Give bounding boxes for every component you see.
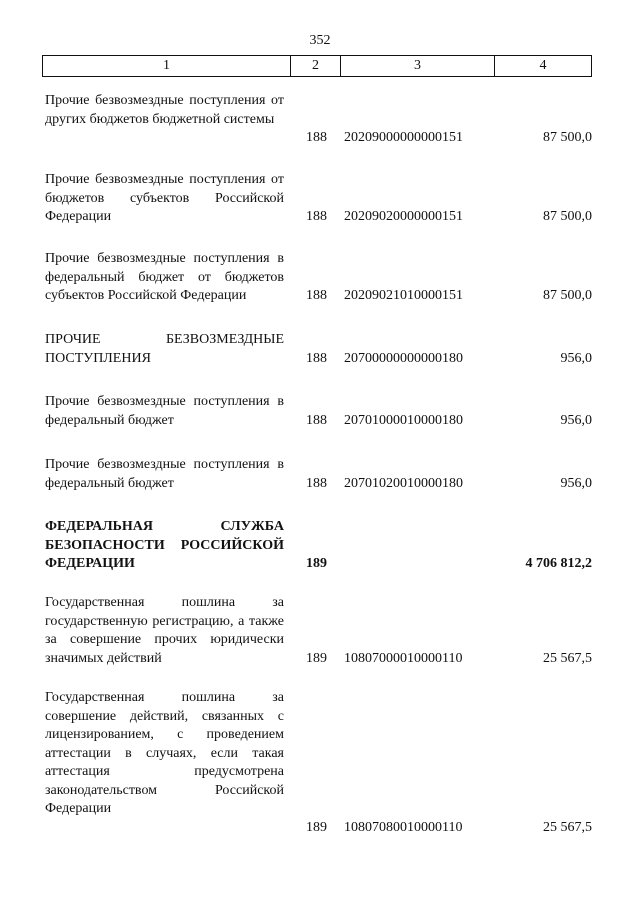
row-budget-code: 20701000010000180 — [344, 413, 463, 428]
row-name: Прочие безвозмездные поступления от бюджетов субъектов Российской Федерации — [45, 172, 284, 224]
row-amount: 87 500,0 — [543, 209, 592, 224]
row-amount: 956,0 — [560, 476, 592, 491]
table-row — [0, 518, 640, 573]
row-name: Прочие безвозмездные поступления в федеральный бюджет от бюджетов субъектов Российской Федерации — [45, 251, 284, 303]
row-name: Государственная пошлина за совершение действий, связанных с лицензированием, с проведением аттестации в случаях, если такая аттестация предусмотрена законодательством Российской Федерации — [45, 690, 284, 816]
table-header — [42, 55, 592, 77]
row-admin-code: 189 — [306, 556, 327, 571]
page-number: 352 — [309, 33, 331, 48]
row-budget-code: 20209000000000151 — [344, 130, 463, 145]
row-amount: 25 567,5 — [543, 651, 592, 666]
row-amount: 956,0 — [560, 351, 592, 366]
row-name: Прочие безвозмездные поступления в федеральный бюджет — [45, 394, 284, 428]
row-budget-code: 20209020000000151 — [344, 209, 463, 224]
table-row — [0, 689, 640, 837]
row-name: Прочие безвозмездные поступления от других бюджетов бюджетной системы — [45, 93, 284, 127]
row-admin-code: 188 — [306, 476, 327, 491]
header-col-3: 3 — [340, 56, 494, 76]
header-col-1: 1 — [163, 58, 170, 73]
row-amount: 87 500,0 — [543, 288, 592, 303]
table-row — [0, 250, 640, 305]
header-col-4: 4 — [494, 56, 591, 76]
row-admin-code: 188 — [306, 288, 327, 303]
row-admin-code: 189 — [306, 651, 327, 666]
table-row — [0, 331, 640, 368]
row-budget-code: 20209021010000151 — [344, 288, 463, 303]
row-name: ФЕДЕРАЛЬНАЯ СЛУЖБА БЕЗОПАСНОСТИ РОССИЙСКОЙ ФЕДЕРАЦИИ — [45, 519, 284, 571]
table-row — [0, 594, 640, 668]
row-amount: 956,0 — [560, 413, 592, 428]
row-admin-code: 189 — [306, 820, 327, 835]
row-admin-code: 188 — [306, 413, 327, 428]
row-admin-code: 188 — [306, 130, 327, 145]
table-row — [0, 92, 640, 147]
row-budget-code: 20701020010000180 — [344, 476, 463, 491]
row-budget-code: 20700000000000180 — [344, 351, 463, 366]
row-name: Прочие безвозмездные поступления в федеральный бюджет — [45, 457, 284, 491]
row-amount: 4 706 812,2 — [525, 556, 592, 571]
row-amount: 25 567,5 — [543, 820, 592, 835]
header-col-2: 2 — [290, 56, 340, 76]
row-name: Государственная пошлина за государственную регистрацию, а также за совершение прочих юридически значимых действий — [45, 595, 284, 666]
row-budget-code: 10807000010000110 — [344, 651, 463, 666]
row-admin-code: 188 — [306, 351, 327, 366]
row-budget-code: 10807080010000110 — [344, 820, 463, 835]
row-name: ПРОЧИЕ БЕЗВОЗМЕЗДНЫЕ ПОСТУПЛЕНИЯ — [45, 332, 284, 366]
table-row — [0, 171, 640, 226]
row-amount: 87 500,0 — [543, 130, 592, 145]
table-row — [0, 456, 640, 493]
table-row — [0, 393, 640, 430]
row-admin-code: 188 — [306, 209, 327, 224]
